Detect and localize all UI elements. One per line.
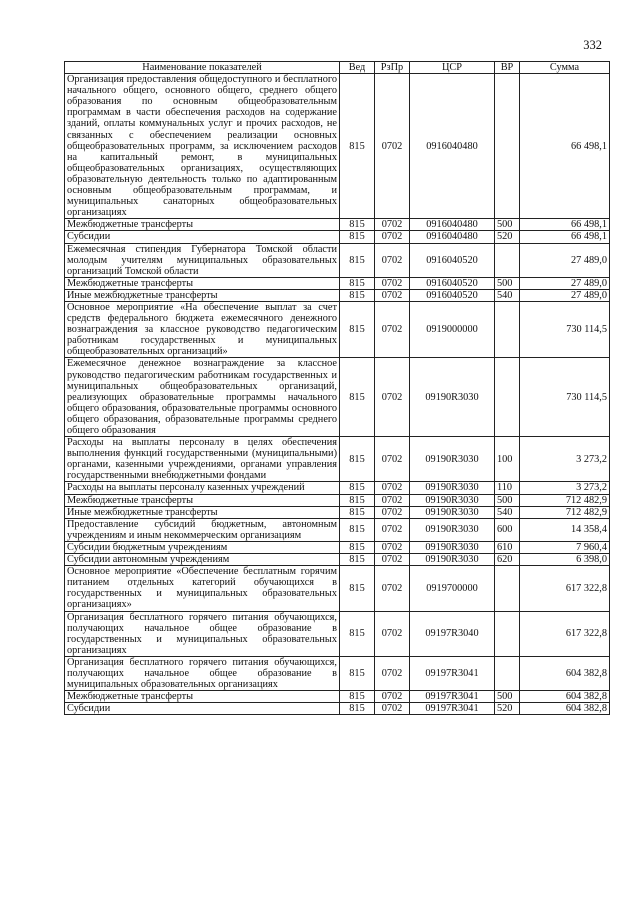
row-sum-cell: 3 273,2 — [520, 437, 610, 482]
header-ved: Вед — [340, 62, 375, 74]
row-csr-cell: 0919700000 — [410, 566, 495, 611]
row-name-cell: Иные межбюджетные трансферты — [65, 506, 340, 518]
header-csr: ЦСР — [410, 62, 495, 74]
row-ved-cell: 815 — [340, 541, 375, 553]
row-csr-cell: 0916040480 — [410, 74, 495, 219]
row-name-cell: Межбюджетные трансферты — [65, 691, 340, 703]
row-rzpr-cell: 0702 — [375, 494, 410, 506]
row-vr-cell: 520 — [495, 231, 520, 243]
row-sum-cell: 730 114,5 — [520, 301, 610, 357]
row-sum-cell: 617 322,8 — [520, 611, 610, 656]
row-vr-cell — [495, 358, 520, 437]
table-body — [65, 74, 610, 715]
table-row — [65, 541, 610, 553]
row-vr-cell: 100 — [495, 437, 520, 482]
row-sum-cell: 730 114,5 — [520, 358, 610, 437]
row-rzpr-cell: 0702 — [375, 301, 410, 357]
row-vr-cell: 500 — [495, 494, 520, 506]
row-vr-cell: 500 — [495, 691, 520, 703]
row-sum-cell: 617 322,8 — [520, 566, 610, 611]
row-name-cell: Межбюджетные трансферты — [65, 277, 340, 289]
row-sum-cell: 66 498,1 — [520, 74, 610, 219]
row-ved-cell: 815 — [340, 494, 375, 506]
row-sum-cell: 712 482,9 — [520, 506, 610, 518]
page-number: 332 — [583, 38, 602, 52]
table-row — [65, 482, 610, 494]
table-header-row — [65, 62, 610, 74]
row-name-cell: Организация бесплатного горячего питания обучающихся, получающих начальное общее образование в муниципальных образовательных организациях — [65, 656, 340, 690]
row-rzpr-cell: 0702 — [375, 554, 410, 566]
row-sum-cell: 66 498,1 — [520, 231, 610, 243]
row-rzpr-cell: 0702 — [375, 277, 410, 289]
table-row — [65, 656, 610, 690]
row-name-cell: Субсидии — [65, 231, 340, 243]
row-sum-cell: 27 489,0 — [520, 277, 610, 289]
header-vr: ВР — [495, 62, 520, 74]
row-name-cell: Организация бесплатного горячего питания обучающихся, получающих начальное общее образование в государственных и муниципальных образовательных организациях — [65, 611, 340, 656]
header-name: Наименование показателей — [65, 62, 340, 74]
row-csr-cell: 0916040520 — [410, 289, 495, 301]
table-row — [65, 74, 610, 219]
row-ved-cell: 815 — [340, 656, 375, 690]
row-csr-cell: 0916040480 — [410, 219, 495, 231]
row-sum-cell: 14 358,4 — [520, 518, 610, 541]
table-row — [65, 494, 610, 506]
row-rzpr-cell: 0702 — [375, 358, 410, 437]
row-rzpr-cell: 0702 — [375, 482, 410, 494]
row-name-cell: Основное мероприятие «Обеспечение бесплатным горячим питанием отдельных категорий обучающихся в государственных и муниципальных образовательных организациях» — [65, 566, 340, 611]
row-csr-cell: 09190R3030 — [410, 358, 495, 437]
row-rzpr-cell: 0702 — [375, 518, 410, 541]
row-csr-cell: 09197R3041 — [410, 703, 495, 715]
row-rzpr-cell: 0702 — [375, 289, 410, 301]
row-name-cell: Межбюджетные трансферты — [65, 494, 340, 506]
row-rzpr-cell: 0702 — [375, 74, 410, 219]
table-row — [65, 566, 610, 611]
table-row — [65, 277, 610, 289]
row-vr-cell: 600 — [495, 518, 520, 541]
header-sum: Сумма — [520, 62, 610, 74]
table-row — [65, 289, 610, 301]
row-csr-cell: 09190R3030 — [410, 437, 495, 482]
row-rzpr-cell: 0702 — [375, 506, 410, 518]
row-vr-cell: 110 — [495, 482, 520, 494]
table-row — [65, 231, 610, 243]
row-sum-cell: 27 489,0 — [520, 243, 610, 277]
row-name-cell: Расходы на выплаты персоналу в целях обеспечения выполнения функций государственными (муниципальными) органами, казенными учреждениями, органами управления государственными внебюджетными фондами — [65, 437, 340, 482]
row-rzpr-cell: 0702 — [375, 219, 410, 231]
row-csr-cell: 0916040520 — [410, 243, 495, 277]
row-csr-cell: 0916040520 — [410, 277, 495, 289]
row-sum-cell: 604 382,8 — [520, 691, 610, 703]
table-row — [65, 703, 610, 715]
row-vr-cell: 540 — [495, 289, 520, 301]
row-ved-cell: 815 — [340, 691, 375, 703]
row-ved-cell: 815 — [340, 518, 375, 541]
row-ved-cell: 815 — [340, 277, 375, 289]
row-ved-cell: 815 — [340, 231, 375, 243]
table-row — [65, 243, 610, 277]
row-name-cell: Субсидии — [65, 703, 340, 715]
row-vr-cell: 500 — [495, 219, 520, 231]
row-csr-cell: 09190R3030 — [410, 518, 495, 541]
row-ved-cell: 815 — [340, 289, 375, 301]
row-ved-cell: 815 — [340, 611, 375, 656]
row-vr-cell — [495, 656, 520, 690]
row-ved-cell: 815 — [340, 566, 375, 611]
row-vr-cell: 620 — [495, 554, 520, 566]
header-rzpr: РзПр — [375, 62, 410, 74]
row-vr-cell: 610 — [495, 541, 520, 553]
row-ved-cell: 815 — [340, 482, 375, 494]
row-sum-cell: 604 382,8 — [520, 656, 610, 690]
row-ved-cell: 815 — [340, 74, 375, 219]
row-ved-cell: 815 — [340, 554, 375, 566]
table-row — [65, 358, 610, 437]
row-rzpr-cell: 0702 — [375, 611, 410, 656]
table-row — [65, 506, 610, 518]
row-rzpr-cell: 0702 — [375, 703, 410, 715]
row-rzpr-cell: 0702 — [375, 437, 410, 482]
table-row — [65, 437, 610, 482]
row-ved-cell: 815 — [340, 506, 375, 518]
table-row — [65, 554, 610, 566]
row-csr-cell: 0919000000 — [410, 301, 495, 357]
row-name-cell: Субсидии автономным учреждениям — [65, 554, 340, 566]
row-rzpr-cell: 0702 — [375, 243, 410, 277]
row-csr-cell: 0916040480 — [410, 231, 495, 243]
row-rzpr-cell: 0702 — [375, 656, 410, 690]
row-rzpr-cell: 0702 — [375, 691, 410, 703]
row-csr-cell: 09197R3041 — [410, 691, 495, 703]
row-ved-cell: 815 — [340, 219, 375, 231]
row-vr-cell: 520 — [495, 703, 520, 715]
row-sum-cell: 27 489,0 — [520, 289, 610, 301]
row-sum-cell: 712 482,9 — [520, 494, 610, 506]
row-csr-cell: 09197R3040 — [410, 611, 495, 656]
row-csr-cell: 09190R3030 — [410, 482, 495, 494]
row-csr-cell: 09190R3030 — [410, 554, 495, 566]
row-sum-cell: 604 382,8 — [520, 703, 610, 715]
budget-table — [64, 61, 610, 715]
row-sum-cell: 6 398,0 — [520, 554, 610, 566]
row-vr-cell — [495, 301, 520, 357]
row-name-cell: Основное мероприятие «На обеспечение выплат за счет средств федерального бюджета ежемесячного денежного вознаграждения за классное руководство педагогическим работникам государственных и муниципальных общеобразовательных организаций» — [65, 301, 340, 357]
row-vr-cell — [495, 611, 520, 656]
row-name-cell: Организация предоставления общедоступного и бесплатного начального общего, основного общего, среднего общего образования по основным общеобразовательным программам в части обеспечения расходов на содержание зданий, оплаты коммунальных услуг и прочих расходов, не связанных с обеспечением реализации основных общеобразовательных программ, за исключением расходов на капитальный ремонт, в муниципальных общеобразовательных организациях, осуществляющих образовательную деятельность только по адаптированным основным общеобразовательным программам, и муниципальных санаторных общеобразовательных организациях — [65, 74, 340, 219]
row-ved-cell: 815 — [340, 301, 375, 357]
row-name-cell: Ежемесячное денежное вознаграждение за классное руководство педагогическим работникам государственных и муниципальных общеобразовательных организаций, реализующих образовательные программы начального общего образования, образовательные программы основного общего образования, образовательные программы среднего общего образования — [65, 358, 340, 437]
row-rzpr-cell: 0702 — [375, 231, 410, 243]
table-row — [65, 691, 610, 703]
row-rzpr-cell: 0702 — [375, 541, 410, 553]
row-sum-cell: 66 498,1 — [520, 219, 610, 231]
row-ved-cell: 815 — [340, 358, 375, 437]
row-name-cell: Предоставление субсидий бюджетным, автономным учреждениям и иным некоммерческим организациям — [65, 518, 340, 541]
row-vr-cell: 540 — [495, 506, 520, 518]
row-vr-cell — [495, 74, 520, 219]
table-row — [65, 219, 610, 231]
row-vr-cell — [495, 243, 520, 277]
row-sum-cell: 3 273,2 — [520, 482, 610, 494]
row-ved-cell: 815 — [340, 243, 375, 277]
row-name-cell: Ежемесячная стипендия Губернатора Томской области молодым учителям муниципальных образовательных организаций Томской области — [65, 243, 340, 277]
row-rzpr-cell: 0702 — [375, 566, 410, 611]
row-csr-cell: 09190R3030 — [410, 541, 495, 553]
row-name-cell: Расходы на выплаты персоналу казенных учреждений — [65, 482, 340, 494]
row-ved-cell: 815 — [340, 437, 375, 482]
row-ved-cell: 815 — [340, 703, 375, 715]
row-name-cell: Субсидии бюджетным учреждениям — [65, 541, 340, 553]
row-vr-cell: 500 — [495, 277, 520, 289]
row-name-cell: Межбюджетные трансферты — [65, 219, 340, 231]
table-row — [65, 611, 610, 656]
row-csr-cell: 09190R3030 — [410, 506, 495, 518]
row-vr-cell — [495, 566, 520, 611]
row-sum-cell: 7 960,4 — [520, 541, 610, 553]
row-csr-cell: 09197R3041 — [410, 656, 495, 690]
table-row — [65, 301, 610, 357]
row-csr-cell: 09190R3030 — [410, 494, 495, 506]
table-row — [65, 518, 610, 541]
row-name-cell: Иные межбюджетные трансферты — [65, 289, 340, 301]
